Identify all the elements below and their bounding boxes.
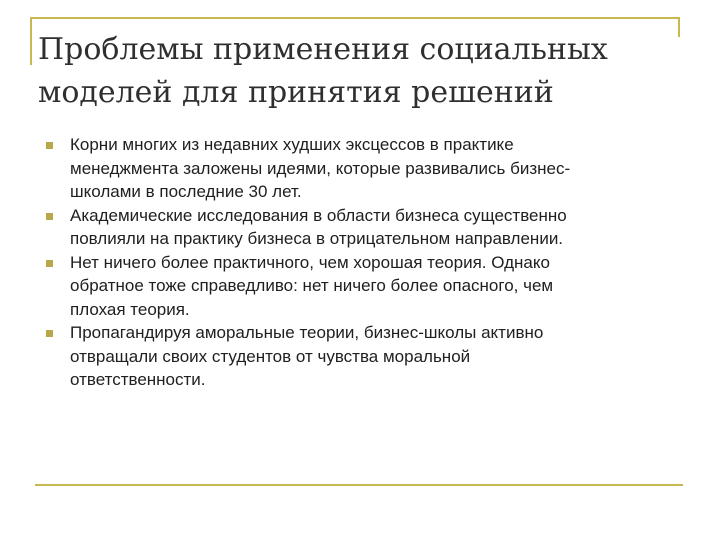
square-bullet-icon [46, 142, 53, 149]
slide-title-line: Проблемы применения социальных [38, 32, 608, 67]
bottom-divider [35, 484, 683, 486]
bullet-text-line: Пропагандируя аморальные теории, бизнес-школы активно [70, 323, 544, 342]
bullet-text-line: ответственности. [70, 370, 206, 389]
bullet-text-line: Нет ничего более практичного, чем хорошая теория. Однако [70, 252, 550, 272]
bullet-item [46, 251, 686, 322]
square-bullet-icon [46, 213, 53, 220]
bullet-text-line: Корни многих из недавних худших эксцессов в практике [70, 135, 514, 154]
bullet-text-line: Академические исследования в области бизнеса существенно [70, 205, 567, 225]
bullet-item [46, 133, 686, 204]
slide-title [38, 28, 688, 114]
square-bullet-icon [46, 260, 53, 267]
square-bullet-icon [46, 330, 53, 337]
slide-title-line: моделей для принятия решений [38, 75, 554, 110]
frame-left-line [30, 17, 32, 65]
bullet-item [46, 321, 686, 392]
bullet-item [46, 204, 686, 251]
bullet-text-line: обратное тоже справедливо: нет ничего более опасного, чем [70, 276, 554, 295]
bullet-text-line: плохая теория. [70, 299, 190, 319]
bullet-text-line: повлияли на практику бизнеса в отрицательном направлении. [70, 229, 564, 248]
bullet-text-line: менеджмента заложены идеями, которые развивались бизнес- [70, 158, 571, 178]
bullet-list [46, 133, 686, 392]
bullet-text-line: школами в последние 30 лет. [70, 182, 302, 201]
frame-top-line [30, 17, 680, 19]
bullet-text-line: отвращали своих студентов от чувства моральной [70, 346, 471, 366]
